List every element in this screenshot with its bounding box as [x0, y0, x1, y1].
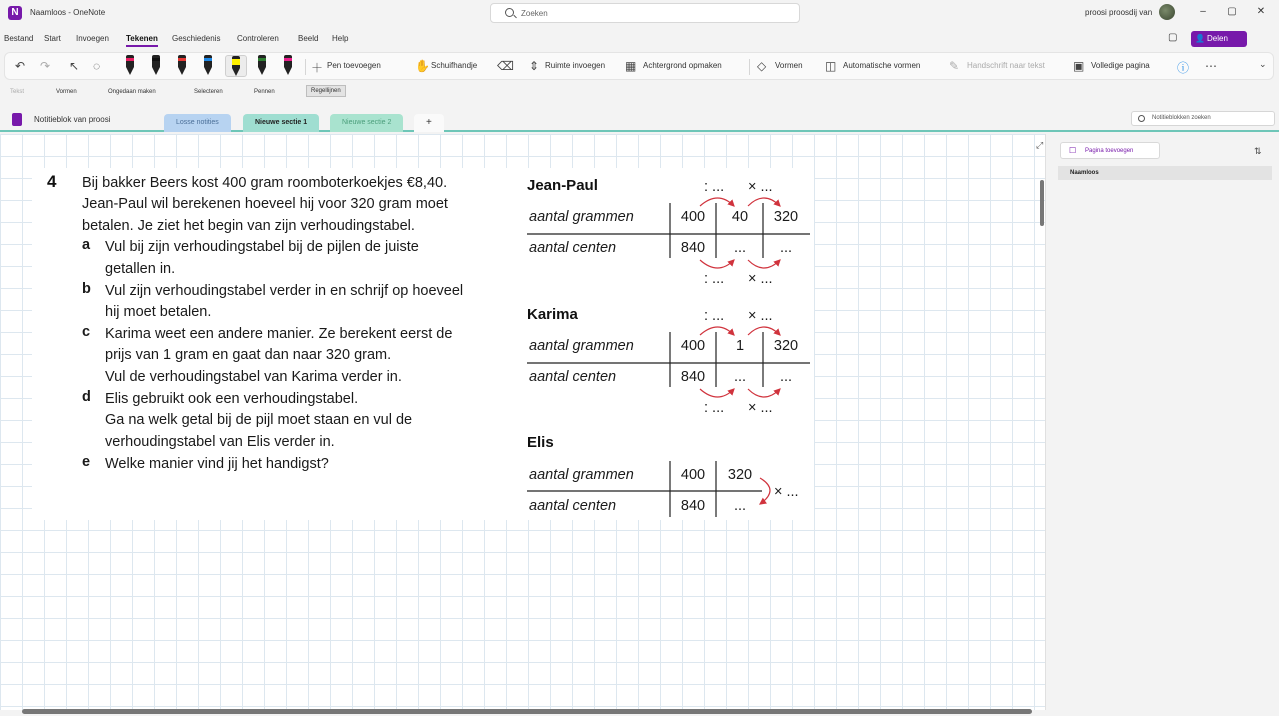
- help-icon[interactable]: ⓘ: [1177, 61, 1190, 75]
- title-bar: [0, 0, 1279, 28]
- jp-cell: 840: [680, 240, 706, 256]
- question-number: 4: [47, 172, 57, 191]
- full-page-icon: ▣: [1073, 59, 1085, 73]
- expand-icon[interactable]: ⤢: [1036, 140, 1044, 150]
- pens-mode-button[interactable]: Pennen: [254, 89, 275, 95]
- search-placeholder: Zoeken: [521, 9, 548, 18]
- jp-arrow-top-2: [748, 198, 780, 206]
- notebook-search-input[interactable]: [1131, 111, 1275, 126]
- part-e-line-1: Welke manier vind jij het handigst?: [105, 456, 329, 472]
- highlighter-pen[interactable]: [225, 55, 247, 77]
- kar-arrow-top-1: [700, 327, 734, 335]
- horizontal-scrollbar[interactable]: [22, 709, 1032, 714]
- full-page-button[interactable]: Volledige pagina: [1091, 61, 1150, 70]
- part-a-line-1: Vul bij zijn verhoudingstabel bij de pijlen de juiste: [105, 239, 419, 255]
- sub-toolbar: [4, 83, 1274, 103]
- part-c-line-3: Vul de verhoudingstabel van Karima verder in.: [105, 369, 402, 385]
- pen-3[interactable]: [175, 55, 189, 77]
- jp-cell: 400: [680, 209, 706, 225]
- part-b-line-2: hij moet betalen.: [105, 304, 212, 320]
- menu-invoegen[interactable]: Invoegen: [76, 34, 109, 43]
- tab-nieuwe-sectie-2[interactable]: Nieuwe sectie 2: [330, 114, 403, 132]
- intro-line-1: Bij bakker Beers kost 400 gram roomboterkoekjes €8,40.: [82, 175, 448, 191]
- shapes-button[interactable]: Vormen: [775, 61, 803, 70]
- kar-cell: 840: [680, 369, 706, 385]
- divider: [305, 59, 306, 75]
- kar-op-bottom-divide: : ...: [704, 400, 725, 416]
- eraser-icon[interactable]: ⌫: [497, 59, 514, 73]
- notebook-name[interactable]: Notitieblok van proosi: [34, 115, 111, 124]
- notebook-search-placeholder: Notitieblokken zoeken: [1152, 115, 1211, 121]
- search-input[interactable]: [490, 3, 800, 23]
- page-item[interactable]: Naamloos: [1058, 166, 1272, 180]
- add-page-button[interactable]: ☐ Pagina toevoegen: [1060, 142, 1160, 159]
- divider: [749, 59, 750, 75]
- pen-1[interactable]: [123, 55, 137, 77]
- avatar[interactable]: [1159, 4, 1175, 20]
- collapse-ribbon-icon[interactable]: ⌄: [1259, 59, 1267, 69]
- auto-shapes-button[interactable]: Automatische vormen: [843, 61, 921, 70]
- part-letter-e: e: [82, 454, 91, 470]
- part-b-line-1: Vul zijn verhoudingstabel verder in en schrijf op hoeveel: [105, 283, 464, 299]
- elis-row-label-grams: aantal grammen: [529, 467, 634, 483]
- minimize-button[interactable]: –: [1200, 6, 1206, 17]
- jp-row-label-grams: aantal grammen: [529, 209, 634, 225]
- user-name[interactable]: proosi proosdij van: [1085, 8, 1153, 17]
- jp-op-bottom-divide: : ...: [704, 271, 725, 287]
- notebook-icon: [12, 113, 22, 126]
- ink-to-text-button[interactable]: Handschrift naar tekst: [967, 61, 1045, 70]
- part-c-line-1: Karima weet een andere manier. Ze berekent eerst de: [105, 326, 453, 342]
- background-icon: ▦: [625, 59, 637, 73]
- part-d-line-3: verhoudingstabel van Elis verder in.: [105, 434, 335, 450]
- rule-lines-button[interactable]: Regellijnen: [306, 85, 346, 97]
- jp-row-label-cents: aantal centen: [529, 240, 617, 256]
- elis-cell: 840: [680, 498, 706, 514]
- add-pen-icon: ＋: [311, 61, 324, 75]
- menu-start[interactable]: Start: [44, 34, 61, 43]
- kar-row-label-grams: aantal grammen: [529, 338, 634, 354]
- auto-shapes-icon: ◫: [825, 59, 837, 73]
- menu-geschiedenis[interactable]: Geschiedenis: [172, 34, 221, 43]
- close-button[interactable]: ✕: [1256, 6, 1266, 17]
- share-button[interactable]: 👤 Delen: [1191, 31, 1247, 47]
- tab-losse-notities[interactable]: Losse notities: [164, 114, 231, 132]
- kar-arrow-top-2: [748, 327, 780, 335]
- insert-space-button[interactable]: Ruimte invoegen: [545, 61, 606, 70]
- part-d-line-1: Elis gebruikt ook een verhoudingstabel.: [105, 391, 359, 407]
- notebook-bar: [0, 108, 1279, 132]
- menu-tekenen[interactable]: Tekenen: [126, 34, 158, 43]
- hand-icon: ✋: [415, 59, 430, 73]
- search-icon: [505, 8, 514, 17]
- sort-icon[interactable]: ⇅: [1254, 146, 1262, 156]
- part-c-line-2: prijs van 1 gram en gaat dan naar 320 gram.: [105, 347, 392, 363]
- kar-cell: ...: [733, 369, 747, 385]
- draw-ribbon: [4, 52, 1274, 80]
- notes-icon[interactable]: ▢: [1168, 32, 1178, 43]
- exercise-image[interactable]: [32, 168, 814, 520]
- onenote-logo-icon: N: [8, 6, 22, 20]
- kar-cell: 400: [680, 338, 706, 354]
- kar-cell: 320: [773, 338, 799, 354]
- kar-op-top-multiply: × ...: [748, 308, 773, 324]
- more-options-icon[interactable]: ⋯: [1205, 59, 1217, 73]
- elis-cell: 320: [727, 467, 753, 483]
- jp-arrow-top-1: [700, 198, 734, 206]
- part-letter-a: a: [82, 237, 91, 253]
- elis-row-label-cents: aantal centen: [529, 498, 617, 514]
- table-title-jean-paul: Jean-Paul: [527, 177, 598, 194]
- elis-cell: ...: [733, 498, 747, 514]
- jp-cell: ...: [733, 240, 747, 256]
- kar-arrow-bottom-2: [748, 389, 780, 397]
- jp-op-top-divide: : ...: [704, 179, 725, 195]
- hand-button[interactable]: Schuifhandje: [431, 61, 478, 70]
- menu-bar: [0, 28, 1279, 48]
- intro-line-3: betalen. Je ziet het begin van zijn verhoudingstabel.: [82, 218, 415, 234]
- add-section-button[interactable]: +: [414, 114, 444, 132]
- kar-row-label-cents: aantal centen: [529, 369, 617, 385]
- kar-op-top-divide: : ...: [704, 308, 725, 324]
- intro-line-2: Jean-Paul wil berekenen hoeveel hij voor 320 gram moet: [82, 196, 448, 212]
- maximize-button[interactable]: ▢: [1227, 6, 1237, 17]
- vertical-scrollbar[interactable]: [1040, 180, 1044, 226]
- window-title: Naamloos - OneNote: [30, 8, 106, 17]
- tab-nieuwe-sectie-1[interactable]: Nieuwe sectie 1: [243, 114, 319, 132]
- lasso-icon[interactable]: ◌: [93, 59, 101, 73]
- kar-cell: 1: [735, 338, 745, 354]
- elis-cell: 400: [680, 467, 706, 483]
- search-icon: [1138, 115, 1145, 122]
- jp-cell: 320: [773, 209, 799, 225]
- kar-op-bottom-multiply: × ...: [748, 400, 773, 416]
- part-d-line-2: Ga na welk getal bij de pijl moet staan en vul de: [105, 412, 413, 428]
- pen-2[interactable]: [149, 55, 163, 77]
- kar-cell: ...: [779, 369, 793, 385]
- undo-ink-button[interactable]: Ongedaan maken: [108, 89, 156, 95]
- page-list-panel: [1050, 134, 1279, 716]
- pen-6[interactable]: [255, 55, 269, 77]
- ink-to-text-icon: ✎: [949, 59, 960, 73]
- insert-space-icon: ⇕: [529, 59, 540, 73]
- text-mode-button[interactable]: Tekst: [10, 89, 25, 95]
- table-title-elis: Elis: [527, 434, 554, 451]
- menu-bestand[interactable]: Bestand: [4, 34, 34, 43]
- select-mode-button[interactable]: Selecteren: [194, 89, 223, 95]
- shapes-mode-button[interactable]: Vormen: [56, 89, 77, 95]
- part-letter-c: c: [82, 324, 91, 340]
- jp-cell: ...: [779, 240, 793, 256]
- select-cursor-icon[interactable]: ↖: [69, 59, 80, 73]
- jp-cell: 40: [731, 209, 749, 225]
- menu-beeld[interactable]: Beeld: [298, 34, 319, 43]
- pen-7[interactable]: [281, 55, 295, 77]
- kar-arrow-bottom-1: [700, 389, 734, 397]
- shapes-icon: ◇: [757, 59, 767, 73]
- table-title-karima: Karima: [527, 306, 578, 323]
- part-a-line-2: getallen in.: [105, 261, 176, 277]
- jp-arrow-bottom-1: [700, 260, 734, 268]
- jp-arrow-bottom-2: [748, 260, 780, 268]
- menu-help[interactable]: Help: [332, 34, 349, 43]
- jp-op-bottom-multiply: × ...: [748, 271, 773, 287]
- jp-op-top-multiply: × ...: [748, 179, 773, 195]
- pen-4[interactable]: [201, 55, 215, 77]
- part-letter-d: d: [82, 389, 91, 405]
- add-pen-button[interactable]: Pen toevoegen: [327, 61, 381, 70]
- menu-controleren[interactable]: Controleren: [237, 34, 279, 43]
- undo-button[interactable]: ↶: [15, 59, 26, 73]
- redo-button[interactable]: ↷: [40, 59, 51, 73]
- part-letter-b: b: [82, 281, 91, 297]
- background-button[interactable]: Achtergrond opmaken: [643, 61, 722, 70]
- elis-side-op: × ...: [774, 484, 799, 500]
